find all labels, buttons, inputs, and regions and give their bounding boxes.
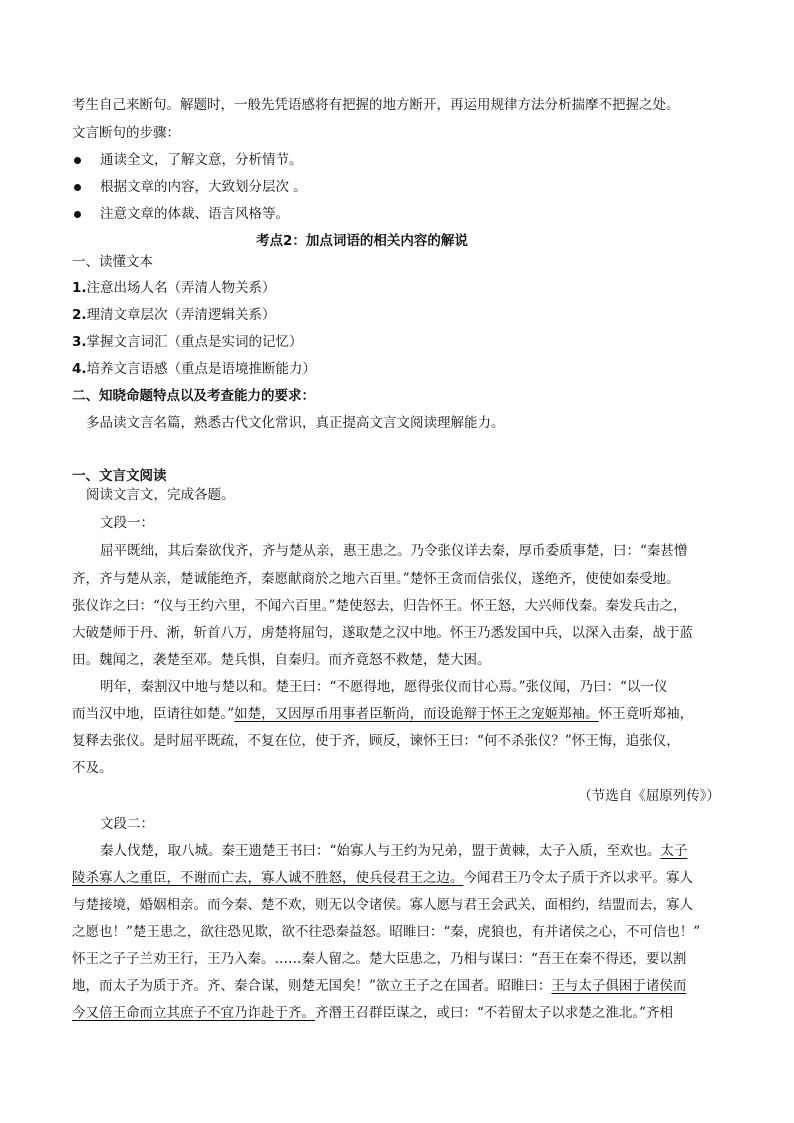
section-heading: 二、知晓命题特点以及考查能力的要求： — [72, 388, 315, 404]
list-item — [72, 306, 276, 324]
passage-line: 大破楚师于丹、淅，斩首八万，虏楚将屈匄，遂取楚之汉中地。怀王乃悉发国中兵，以深入击秦，战于蓝 — [72, 625, 693, 641]
passage-line: 田。魏闻之，袭楚至邓。楚兵惧，自秦归。而齐竟怒不救楚，楚大困。 — [72, 652, 491, 668]
list-item-text: 掌握文言词汇（重点是实词的记忆） — [86, 334, 303, 350]
passage-label: 文段二： — [100, 816, 154, 832]
bullet-icon — [74, 211, 81, 218]
underlined-sentence: 今又倍王命而立其庶子不宜乃诈赴于齐。 — [72, 1005, 315, 1021]
step-item: 注意文章的体裁、语言风格等。 — [100, 206, 289, 222]
bullet-icon — [74, 184, 81, 191]
underlined-sentence: 王与太子俱困于诸侯而 — [551, 978, 687, 994]
passage-text: 今闻君王乃令太子质于齐以求平。寡人 — [463, 870, 693, 886]
paragraph: 多品读文言名篇，熟悉古代文化常识，真正提高文言文阅读理解能力。 — [86, 415, 505, 431]
passage-line — [72, 977, 686, 995]
passage-line: 不及。 — [72, 760, 113, 776]
steps-title: 文言断句的步骤： — [72, 125, 180, 141]
exercise-title: 一、文言文阅读 — [72, 468, 167, 484]
underlined-sentence: 太子 — [660, 843, 688, 859]
bullet-icon — [74, 157, 81, 164]
list-item — [72, 333, 303, 351]
exercise-instruction: 阅读文言文，完成各题。 — [86, 487, 235, 503]
list-item-text: 注意出场人名（弄清人物关系） — [86, 280, 276, 296]
underlined-sentence: 陵杀寡人之重臣，不谢而亡去，寡人诚不胜怒，使兵侵君王之边。 — [72, 870, 464, 886]
passage-line — [72, 1004, 673, 1022]
passage-line — [72, 705, 693, 723]
passage-line: 怀王之子子兰劝王行，王乃入秦。……秦人留之。楚大臣患之，乃相与谋曰：“吾王在秦不得还，要以割 — [72, 951, 687, 967]
step-item: 通读全文，了解文意，分析情节。 — [100, 152, 303, 168]
passage-line: 张仪诈之曰：“仪与王约六里，不闻六百里。”楚使怒去，归告怀王。怀王怒，大兴师伐秦。秦发兵击之， — [72, 598, 687, 614]
passage-text: 怀王竟听郑袖， — [598, 706, 694, 722]
passage-line — [72, 869, 693, 887]
passage-text: 齐湣王召群臣谋之，或曰：“不若留太子以求楚之淮北。”齐相 — [315, 1005, 674, 1021]
passage-line: 之愿也！”楚王患之，欲往恐见欺，欲不往恐秦益怒。昭睢曰：“秦，虎狼也，有并诸侯之心，不可信也！” — [72, 924, 701, 940]
step-item: 根据文章的内容，大致划分层次 。 — [100, 179, 307, 195]
passage-line — [100, 842, 687, 860]
section-heading: 一、读懂文本 — [72, 254, 153, 270]
passage-text: 地，而太子为质于齐。齐、秦合谋，则楚无国矣！”欲立王子之在国者。昭睢曰： — [72, 978, 552, 994]
passage-line: 与楚接境，婚姻相亲。而今秦、楚不欢，则无以令诸侯。寡人愿与君王会武关，面相约，结盟而去，寡人 — [72, 897, 693, 913]
list-item — [72, 279, 276, 297]
list-item-number: 3. — [72, 334, 87, 350]
passage-line: 明年，秦割汉中地与楚以和。楚王曰：“不愿得地，愿得张仪而甘心焉。”张仪闻，乃曰：“以一仪 — [100, 679, 668, 695]
list-item — [72, 360, 316, 378]
list-item-number: 2. — [72, 307, 87, 323]
passage-source: （节选自《屈原列传》） — [578, 788, 720, 804]
intro-line: 考生自己来断句。解题时，一般先凭语感将有把握的地方断开，再运用规律方法分析揣摩不把握之处。 — [72, 97, 680, 113]
underlined-sentence: 如楚，又因厚币用事者臣靳尚，而设诡辩于怀王之宠姬郑袖。 — [234, 706, 599, 722]
list-item-text: 培养文言语感（重点是语境推断能力） — [86, 361, 317, 377]
passage-text: 而当汉中地，臣请往如楚。” — [72, 706, 235, 722]
section-title: 考点2：加点词语的相关内容的解说 — [256, 233, 468, 249]
list-item-text: 理清文章层次（弄清逻辑关系） — [86, 307, 276, 323]
passage-line: 复释去张仪。是时屈平既疏，不复在位，使于齐，顾反，谏怀王曰：“何不杀张仪？”怀王悔，追张仪， — [72, 733, 680, 749]
list-item-number: 4. — [72, 361, 87, 377]
list-item-number: 1. — [72, 280, 87, 296]
passage-label: 文段一： — [100, 515, 154, 531]
passage-line: 屈平既绌，其后秦欲伐齐，齐与楚从亲，惠王患之。乃令张仪详去秦，厚币委质事楚，曰：“秦甚憎 — [100, 543, 688, 559]
passage-text: 秦人伐楚，取八城。秦王遗楚王书曰：“始寡人与王约为兄弟，盟于黄棘，太子入质，至欢也。 — [100, 843, 661, 859]
passage-line: 齐，齐与楚从亲，楚诚能绝齐，秦愿献商於之地六百里。”楚怀王贪而信张仪，遂绝齐，使使如秦受地。 — [72, 571, 680, 587]
